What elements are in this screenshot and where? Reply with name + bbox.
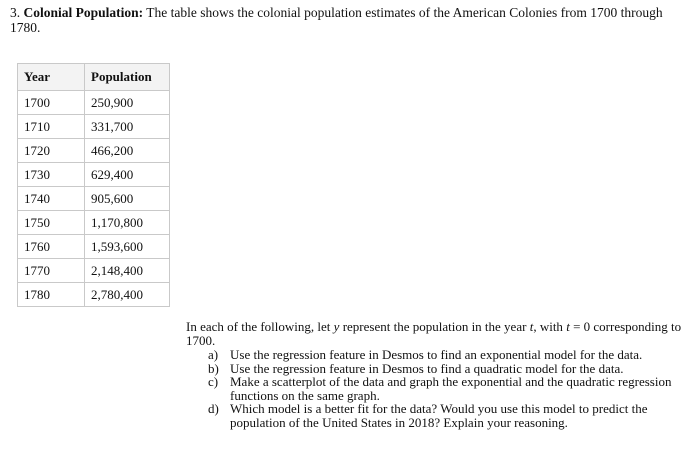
population-cell: 466,200 — [85, 139, 170, 163]
table-row — [18, 163, 170, 187]
population-cell: 905,600 — [85, 187, 170, 211]
year-cell: 1760 — [18, 235, 85, 259]
column-header-population: Population — [85, 64, 170, 91]
instructions-intro — [186, 320, 686, 347]
year-cell: 1710 — [18, 115, 85, 139]
table-row — [18, 235, 170, 259]
population-cell: 1,593,600 — [85, 235, 170, 259]
question-letter: b) — [208, 360, 219, 376]
question-list — [186, 348, 686, 429]
population-table — [17, 63, 170, 307]
population-cell: 1,170,800 — [85, 211, 170, 235]
year-cell: 1730 — [18, 163, 85, 187]
table-row — [18, 187, 170, 211]
question-item — [186, 362, 686, 376]
year-cell: 1700 — [18, 91, 85, 115]
problem-title: Colonial Population: — [23, 5, 144, 20]
population-cell: 629,400 — [85, 163, 170, 187]
variable-y: y — [333, 319, 340, 334]
intro-text: represent the population in the year — [339, 319, 530, 334]
population-cell: 2,780,400 — [85, 283, 170, 307]
question-letter: c) — [208, 374, 219, 389]
question-letter: d) — [208, 401, 219, 416]
instructions-block — [186, 320, 686, 429]
question-text: Which model is a better fit for the data? Would you use this model to predict the population of the United States in 2018? Explain your reasoning. — [230, 401, 648, 430]
intro-text: , with — [533, 319, 567, 334]
table-header-row — [18, 64, 170, 91]
question-item — [186, 402, 686, 429]
column-header-year: Year — [18, 64, 85, 91]
table-row — [18, 211, 170, 235]
question-text: Make a scatterplot of the data and graph the exponential and the quadratic regression functions on the same graph. — [230, 374, 672, 403]
population-cell: 250,900 — [85, 91, 170, 115]
table-row — [18, 115, 170, 139]
variable-t: t — [529, 319, 534, 334]
question-text: Use the regression feature in Desmos to find an exponential model for the data. — [230, 347, 643, 362]
problem-description: The table shows the colonial population estimates of the American Colonies from 1700 through 1780. — [10, 5, 663, 35]
table-row — [18, 91, 170, 115]
table-row — [18, 259, 170, 283]
year-cell: 1750 — [18, 211, 85, 235]
table-row — [18, 283, 170, 307]
year-cell: 1780 — [18, 283, 85, 307]
question-item — [186, 375, 686, 402]
table-row — [18, 139, 170, 163]
question-item — [186, 348, 686, 362]
problem-statement — [10, 5, 680, 35]
intro-text: = 0 corresponding to 1700. — [186, 319, 682, 348]
population-cell: 2,148,400 — [85, 259, 170, 283]
question-text: Use the regression feature in Desmos to find a quadratic model for the data. — [230, 360, 624, 376]
question-letter: a) — [208, 347, 219, 362]
problem-number: 3. — [10, 5, 21, 20]
variable-t: t — [566, 319, 570, 334]
year-cell: 1770 — [18, 259, 85, 283]
population-cell: 331,700 — [85, 115, 170, 139]
year-cell: 1720 — [18, 139, 85, 163]
year-cell: 1740 — [18, 187, 85, 211]
intro-text: In each of the following, let — [186, 319, 334, 334]
